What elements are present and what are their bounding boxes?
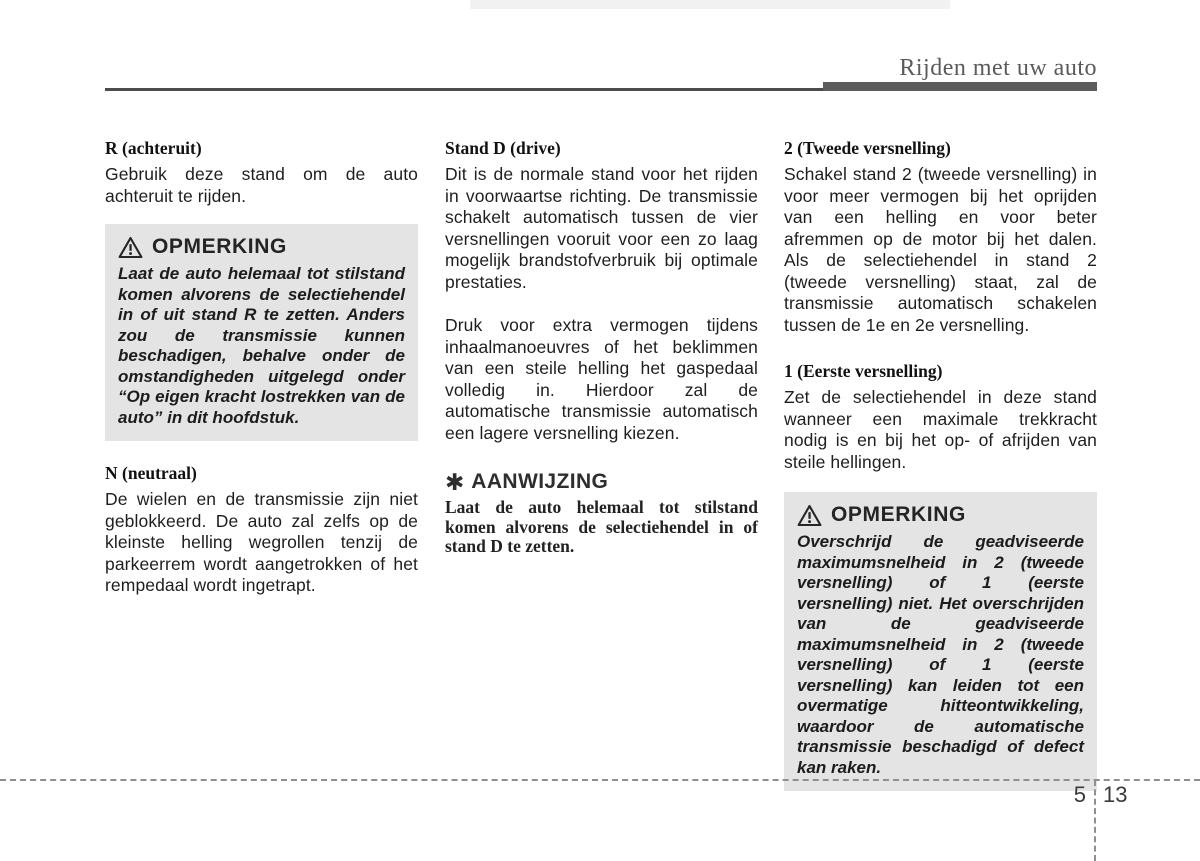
section-heading-first-gear: 1 (Eerste versnelling) xyxy=(784,361,943,381)
footer-page-divider xyxy=(1094,780,1096,861)
column-left xyxy=(105,138,418,597)
note-body: Laat de auto helemaal tot stilstand komen alvorens de selectiehendel in of uit stand R te zetten. Anders zou de transmissie kunnen beschadigen, behalve onder de omstandigheden uitgelegd onder “Op eigen kracht lostrekken van de auto” in dit hoofdstuk. xyxy=(118,264,405,427)
top-edge-strip xyxy=(470,0,950,9)
note-box-reverse xyxy=(105,224,418,441)
note-header xyxy=(797,503,1084,527)
paragraph-second-gear: Schakel stand 2 (tweede versnelling) in voor meer vermogen bij het oprijden van een helling en voor beter afremmen op de motor bij het dalen. Als de selectiehendel in stand 2 (tweede versnelling) staat, zal de transmissie automatisch schakelen tussen de 1e en 2e versnelling. xyxy=(784,164,1097,335)
warning-triangle-icon xyxy=(118,236,143,259)
section-heading-second-gear: 2 (Tweede versnelling) xyxy=(784,138,951,158)
note-body: Overschrijd de geadviseerde maximumsnelheid in 2 (tweede versnelling) of 1 (eerste versnelling) niet. Het overschrijden van de geadviseerde maximumsnelheid in 2 (tweede versnelling) of 1 (eerste versnelling) kan leiden tot een overmatige hitteontwikkeling, waardoor de automatische transmissie beschadigd of defect kan raken. xyxy=(797,532,1084,777)
footer-chapter-number: 5 xyxy=(1073,782,1086,807)
page-title: Rijden met uw auto xyxy=(899,55,1097,81)
section-heading-reverse: R (achteruit) xyxy=(105,138,202,158)
asterisk-icon: ✱ xyxy=(445,468,465,495)
paragraph-first-gear: Zet de selectiehendel in deze stand wanneer een maximale trekkracht nodig is en bij het op- of afrijden van steile hellingen. xyxy=(784,387,1097,472)
column-middle xyxy=(445,138,758,557)
section-heading-drive: Stand D (drive) xyxy=(445,138,561,158)
paragraph-reverse: Gebruik deze stand om de auto achteruit te rijden. xyxy=(105,164,418,206)
section-heading-neutral: N (neutraal) xyxy=(105,463,197,483)
notice-title: AANWIJZING xyxy=(471,470,609,493)
column-right xyxy=(784,138,1097,791)
note-box-speed xyxy=(784,492,1097,791)
paragraph-drive-1: Dit is de normale stand voor het rijden in voorwaartse richting. De transmissie schakelt automatisch tussen de vier versnellingen vooruit voor een zo laag mogelijk brandstofverbruik bij optimale prestaties. xyxy=(445,164,758,292)
footer-page-number: 13 xyxy=(1103,782,1128,807)
notice-header xyxy=(445,470,758,494)
warning-triangle-icon xyxy=(797,504,822,527)
notice-body: Laat de auto helemaal tot stilstand komen alvorens de selectiehendel in of stand D te zetten. xyxy=(445,497,758,556)
note-title: OPMERKING xyxy=(152,235,287,258)
paragraph-drive-2: Druk voor extra vermogen tijdens inhaalmanoeuvres of het beklimmen van een steile helling het gaspedaal volledig in. Hierdoor zal de automatische transmissie automatisch een lagere versnelling kiezen. xyxy=(445,315,758,443)
note-title: OPMERKING xyxy=(831,503,966,526)
header-rule xyxy=(105,88,823,91)
note-header xyxy=(118,235,405,259)
paragraph-neutral: De wielen en de transmissie zijn niet geblokkeerd. De auto zal zelfs op de kleinste helling wegrollen tenzij de parkeerrem wordt aangetrokken of het rempedaal wordt ingetrapt. xyxy=(105,489,418,595)
header-accent-bar xyxy=(823,82,1097,91)
footer-divider xyxy=(0,779,1200,781)
